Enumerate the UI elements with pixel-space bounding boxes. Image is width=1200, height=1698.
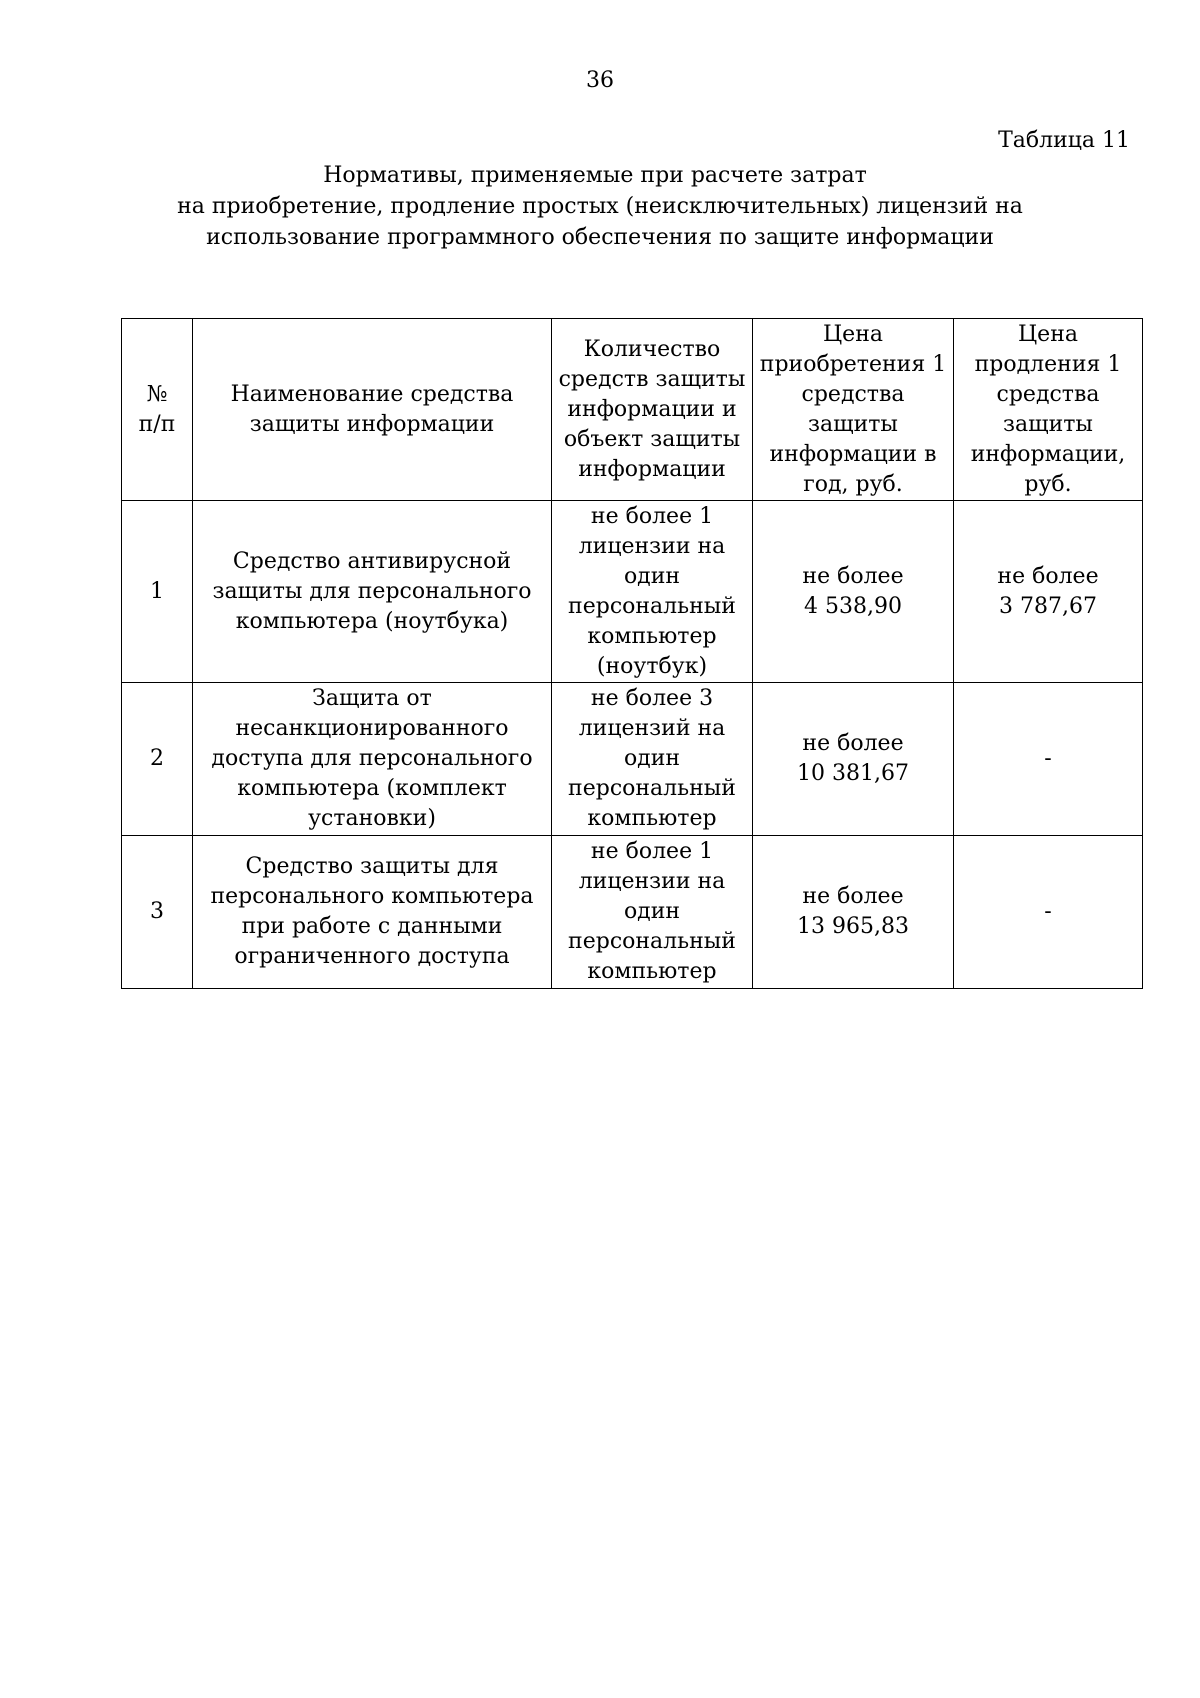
cell-text: защиты для персонального — [212, 578, 532, 604]
header-text: объект защиты — [563, 426, 741, 452]
cell-text: компьютера (ноутбука) — [235, 608, 509, 634]
header-cell-purchase-price — [753, 319, 954, 501]
cell-text: один — [623, 746, 681, 771]
table-row — [122, 836, 1143, 989]
table-row — [122, 683, 1143, 836]
header-text: информации в — [769, 441, 937, 467]
cell-text: при работе с данными — [241, 914, 503, 939]
header-text: Цена — [823, 321, 883, 347]
cell-text: не более — [802, 563, 904, 589]
cell-purchase-price — [753, 501, 954, 683]
cell-text: не более 1 — [590, 839, 714, 864]
table-label: Таблица 11 — [998, 128, 1130, 153]
cell-text: 4 538,90 — [804, 593, 902, 619]
title-line: Нормативы, применяемые при расчете затрат — [323, 163, 867, 188]
cell-text: Средство защиты для — [245, 854, 499, 879]
cell-text: 3 787,67 — [999, 593, 1097, 619]
header-row — [122, 319, 1143, 501]
cell-name — [193, 501, 552, 683]
header-cell-number — [122, 319, 193, 501]
header-text: средства — [801, 381, 905, 407]
header-text: Цена — [1018, 321, 1078, 347]
cell-text: 10 381,67 — [797, 761, 909, 786]
cell-text: Средство антивирусной — [232, 548, 512, 574]
cell-purchase-price — [753, 683, 954, 836]
cell-purchase-price — [753, 836, 954, 989]
header-text: Наименование средства — [230, 381, 514, 407]
title-line: на приобретение, продление простых (неисключительных) лицензий на — [177, 194, 1023, 219]
page-number: 36 — [586, 68, 614, 93]
cell-text: персональный — [568, 776, 736, 801]
cell-text: доступа для персонального — [211, 746, 533, 771]
cell-quantity — [552, 683, 753, 836]
header-text: защиты информации — [249, 411, 495, 437]
cell-number: 2 — [122, 683, 193, 836]
header-text: средства — [996, 381, 1100, 407]
cell-quantity — [552, 836, 753, 989]
cell-name — [193, 683, 552, 836]
cell-text: (ноутбук) — [596, 653, 708, 679]
cell-text: 13 965,83 — [797, 914, 909, 939]
header-cell-name — [193, 319, 552, 501]
cell-text: ограниченного доступа — [234, 944, 510, 969]
header-text: п/п — [138, 411, 176, 437]
cell-text: персонального компьютера — [210, 884, 534, 909]
cell-quantity — [552, 501, 753, 683]
cell-text: один — [623, 563, 681, 589]
cell-text: не более — [802, 884, 904, 909]
header-text: информации, — [970, 441, 1126, 467]
cell-text: лицензии на — [578, 533, 726, 559]
table-row — [122, 501, 1143, 683]
cell-renewal-price — [954, 501, 1143, 683]
cell-text: один — [623, 899, 681, 924]
cell-text: компьютер — [587, 623, 717, 649]
header-cell-renewal-price — [954, 319, 1143, 501]
cell-text: несанкционированного — [235, 716, 509, 741]
cell-text: компьютера (комплект — [237, 776, 507, 801]
header-text: информации и — [567, 396, 737, 422]
header-text: защиты — [1003, 411, 1093, 437]
header-text: информации — [578, 456, 726, 482]
cell-text: не более 1 — [590, 503, 714, 529]
header-cell-quantity — [552, 319, 753, 501]
cell-text: не более — [997, 563, 1099, 589]
header-text: руб. — [1024, 471, 1072, 497]
cell-text: персональный — [568, 593, 736, 619]
header-text: защиты — [808, 411, 898, 437]
cell-renewal-price — [954, 836, 1143, 989]
cell-text: установки) — [308, 806, 436, 831]
cell-renewal-price — [954, 683, 1143, 836]
cell-text: - — [1044, 746, 1052, 771]
table-title — [0, 160, 1200, 253]
header-text: продления 1 — [974, 351, 1122, 377]
cell-text: - — [1044, 899, 1052, 924]
title-line: использование программного обеспечения по защите информации — [206, 225, 994, 250]
cell-text: компьютер — [587, 959, 717, 984]
norms-table — [121, 318, 1143, 989]
header-text: Количество — [583, 336, 721, 362]
cell-text: компьютер — [587, 806, 717, 831]
cell-name — [193, 836, 552, 989]
cell-text: лицензий на — [578, 716, 726, 741]
header-text: № — [146, 381, 168, 407]
cell-number: 3 — [122, 836, 193, 989]
cell-text: лицензии на — [578, 869, 726, 894]
header-text: год, руб. — [803, 471, 903, 497]
header-text: приобретения 1 — [759, 351, 947, 377]
cell-number: 1 — [122, 501, 193, 683]
cell-text: персональный — [568, 929, 736, 954]
cell-text: не более — [802, 731, 904, 756]
cell-text: не более 3 — [590, 686, 714, 711]
cell-text: Защита от — [312, 686, 432, 711]
header-text: средств защиты — [558, 366, 746, 392]
